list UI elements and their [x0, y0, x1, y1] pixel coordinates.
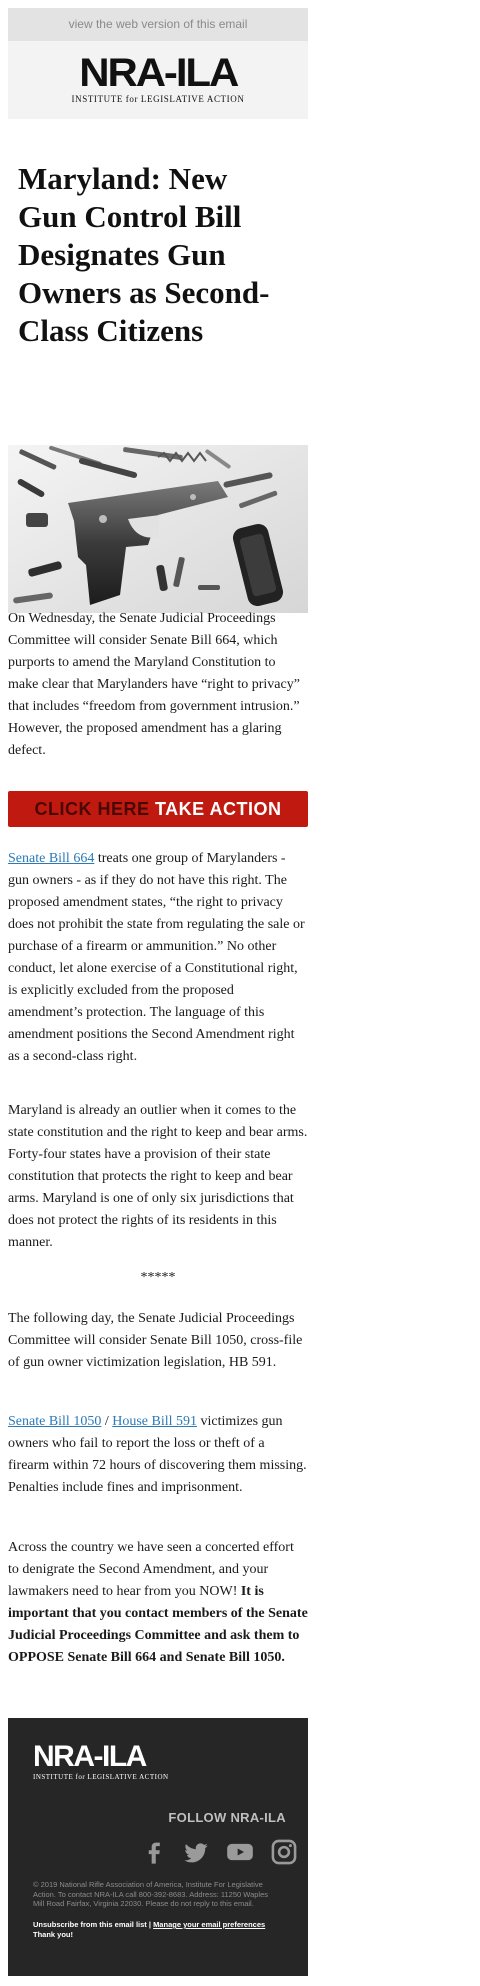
disassembled-pistol-image	[8, 445, 308, 613]
call-to-action-bold: It is important that you contact members of the Senate Judicial Proceedings Committee and ask them to OPPOSE Senate Bill 664 and Senate Bill 1050.	[8, 1584, 308, 1665]
email-header	[8, 41, 308, 119]
paragraph-victimization-text: victimizes gun owners who fail to report the loss or theft of a firearm within 72 hours of discovering them missing. Penalties include fines and imprisonment.	[8, 1414, 307, 1495]
cta-take-action: TAKE ACTION	[155, 799, 282, 819]
footer-legal-text: © 2019 National Rifle Association of America, Institute For Legislative Action. To contact NRA-ILA call 800-392-8683. Address: 11250 Waples Mill Road Fairfax, Virginia 22030. Please do not reply to this email.	[33, 1880, 268, 1908]
house-bill-591-link[interactable]: House Bill 591	[112, 1414, 197, 1429]
web-version-link[interactable]: view the web version of this email	[68, 17, 248, 31]
article-headline: Maryland: New Gun Control Bill Designates Gun Owners as Second-Class Citizens	[18, 161, 270, 348]
hero-image	[8, 445, 308, 613]
footer-link-divider: |	[146, 1920, 154, 1929]
footer-links	[33, 1920, 278, 1939]
bill-separator: /	[101, 1414, 113, 1429]
instagram-icon[interactable]	[270, 1838, 298, 1866]
senate-bill-664-link[interactable]: Senate Bill 664	[8, 851, 95, 866]
cta-click-here: CLICK HERE	[34, 799, 150, 819]
email-footer	[8, 1718, 308, 1976]
call-to-action-text: Across the country we have seen a concerted effort to denigrate the Second Amendment, and your lawmakers need to hear from you NOW!	[8, 1540, 294, 1599]
paragraph-call-to-action	[8, 1537, 308, 1669]
web-version-bar	[8, 8, 308, 41]
paragraph-sb1050: The following day, the Senate Judicial Proceedings Committee will consider Senate Bill 1050, cross-file of gun owner victimization legislation, HB 591.	[8, 1311, 303, 1370]
unsubscribe-text[interactable]: Unsubscribe from this email list	[33, 1920, 147, 1929]
take-action-button[interactable]	[8, 791, 308, 827]
thank-you-text: Thank you!	[33, 1929, 74, 1939]
twitter-icon[interactable]	[182, 1838, 210, 1866]
follow-heading: FOLLOW NRA-ILA	[168, 1810, 286, 1825]
logo-mark: NRA-ILA	[79, 51, 237, 95]
paragraph-victimization	[8, 1411, 308, 1499]
youtube-icon[interactable]	[226, 1838, 254, 1866]
paragraph-sb664-text: treats one group of Marylanders - gun owners - as if they do not have this right. The proposed amendment states, “the right to privacy does not prohibit the state from regulating the sale or purchase of a firearm or ammunition.” No other conduct, let alone exercise of a Constitutional right, is explicitly excluded from the proposed amendment’s protection. The language of this amendment positions the Second Amendment right as a second-class right.	[8, 851, 305, 1064]
facebook-icon[interactable]	[140, 1838, 168, 1866]
paragraph-intro: On Wednesday, the Senate Judicial Proceedings Committee will consider Senate Bill 664, which purports to amend the Maryland Constitution to make clear that Marylanders have “right to privacy” that includes “freedom from government intrusion.” However, the proposed amendment has a glaring defect.	[8, 611, 300, 758]
footer-logo-subtitle: INSTITUTE for LEGISLATIVE ACTION	[33, 1773, 169, 1781]
senate-bill-1050-link[interactable]: Senate Bill 1050	[8, 1414, 102, 1429]
footer-logo-mark: NRA-ILA	[33, 1740, 146, 1773]
nra-ila-logo	[8, 53, 308, 104]
logo-subtitle: INSTITUTE for LEGISLATIVE ACTION	[71, 94, 245, 104]
footer-logo	[33, 1742, 169, 1781]
section-separator: *****	[140, 1270, 176, 1285]
paragraph-sb664	[8, 848, 308, 1068]
paragraph-outlier: Maryland is already an outlier when it comes to the state constitution and the right to keep and bear arms. Forty-four states have a provision of their state constitution that protects the right to keep and bear arms. Maryland is one of only six jurisdictions that does not protect the rights of its residents in this manner.	[8, 1103, 308, 1250]
manage-preferences-link[interactable]: Manage your email preferences	[153, 1920, 266, 1929]
social-links	[138, 1838, 298, 1866]
